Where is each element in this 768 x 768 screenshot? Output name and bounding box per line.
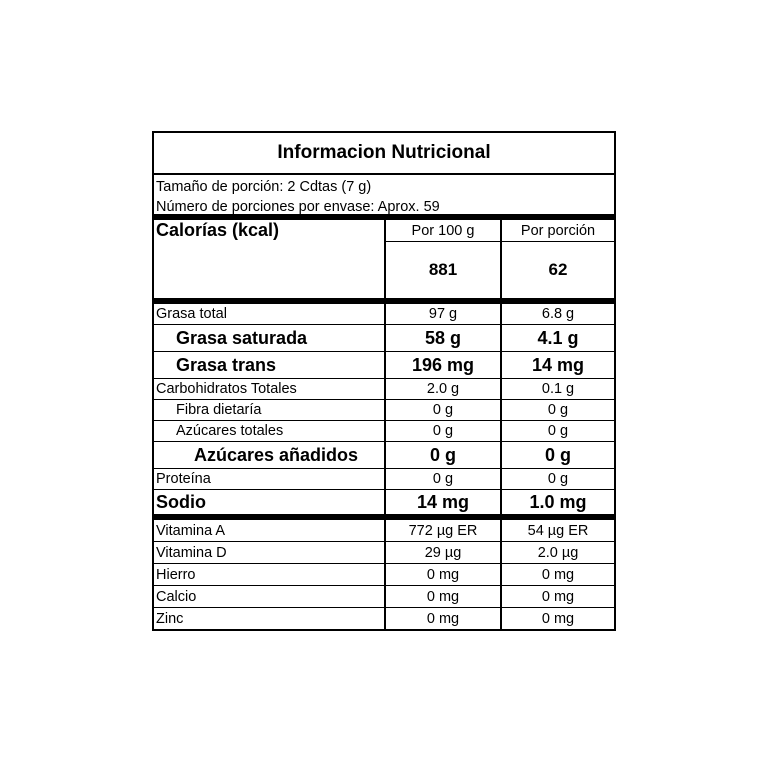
vitamin-label: Zinc bbox=[154, 608, 385, 630]
nutrient-label: Grasa trans bbox=[154, 352, 385, 379]
column-header-per-serving: Por porción bbox=[501, 220, 614, 242]
nutrient-per-serving: 0 g bbox=[501, 442, 614, 469]
vitamin-row-iron bbox=[154, 564, 614, 586]
nutrition-facts-panel bbox=[152, 131, 616, 631]
serving-size: Tamaño de porción: 2 Cdtas (7 g) bbox=[156, 179, 372, 195]
nutrient-label: Sodio bbox=[154, 490, 385, 515]
nutrient-row-fiber bbox=[154, 400, 614, 421]
vitamin-per-serving: 54 µg ER bbox=[501, 520, 614, 542]
vitamin-per-serving: 2.0 µg bbox=[501, 542, 614, 564]
vitamin-label: Calcio bbox=[154, 586, 385, 608]
vitamin-row-a bbox=[154, 520, 614, 542]
calories-per-serving: 62 bbox=[501, 242, 614, 299]
nutrient-label: Carbohidratos Totales bbox=[154, 379, 385, 400]
vitamin-label: Hierro bbox=[154, 564, 385, 586]
nutrient-per100: 14 mg bbox=[385, 490, 501, 515]
nutrient-per100: 97 g bbox=[385, 304, 501, 325]
nutrient-row-added-sugars bbox=[154, 442, 614, 469]
nutrient-per100: 0 g bbox=[385, 421, 501, 442]
nutrient-label: Azúcares añadidos bbox=[154, 442, 385, 469]
nutrient-label: Fibra dietaría bbox=[154, 400, 385, 421]
vitamin-per100: 0 mg bbox=[385, 564, 501, 586]
header-row bbox=[154, 220, 614, 242]
nutrient-row-total-sugars bbox=[154, 421, 614, 442]
servings-per-container: Número de porciones por envase: Aprox. 59 bbox=[156, 199, 440, 215]
nutrient-per100: 196 mg bbox=[385, 352, 501, 379]
nutrient-row-protein bbox=[154, 469, 614, 490]
calories-per100: 881 bbox=[385, 242, 501, 299]
nutrient-per-serving: 14 mg bbox=[501, 352, 614, 379]
nutrient-per100: 2.0 g bbox=[385, 379, 501, 400]
vitamin-per-serving: 0 mg bbox=[501, 564, 614, 586]
vitamin-per100: 29 µg bbox=[385, 542, 501, 564]
nutrient-label: Proteína bbox=[154, 469, 385, 490]
nutrient-row-sodium bbox=[154, 490, 614, 515]
vitamin-label: Vitamina D bbox=[154, 542, 385, 564]
vitamin-per-serving: 0 mg bbox=[501, 608, 614, 630]
vitamin-row-d bbox=[154, 542, 614, 564]
nutrient-per100: 0 g bbox=[385, 469, 501, 490]
nutrient-label: Azúcares totales bbox=[154, 421, 385, 442]
nutrient-per-serving: 4.1 g bbox=[501, 325, 614, 352]
nutrient-row-total-fat bbox=[154, 304, 614, 325]
column-header-per100: Por 100 g bbox=[385, 220, 501, 242]
vitamin-label: Vitamina A bbox=[156, 522, 226, 539]
nutrient-per-serving: 6.8 g bbox=[501, 304, 614, 325]
nutrient-per100: 58 g bbox=[385, 325, 501, 352]
serving-info bbox=[154, 175, 614, 214]
nutrient-per100: 0 g bbox=[385, 442, 501, 469]
nutrient-label: Grasa saturada bbox=[154, 325, 385, 352]
nutrient-per-serving: 0 g bbox=[501, 400, 614, 421]
vitamin-row-calcium bbox=[154, 586, 614, 608]
nutrient-row-carbohydrates bbox=[154, 379, 614, 400]
nutrient-per-serving: 1.0 mg bbox=[501, 490, 614, 515]
vitamin-per100: 772 µg ER bbox=[385, 520, 501, 542]
nutrient-per100: 0 g bbox=[385, 400, 501, 421]
vitamin-row-zinc bbox=[154, 608, 614, 630]
nutrient-label: Grasa total bbox=[156, 306, 227, 322]
vitamin-per100: 0 mg bbox=[385, 608, 501, 630]
nutrient-row-saturated-fat bbox=[154, 325, 614, 352]
nutrient-per-serving: 0 g bbox=[501, 469, 614, 490]
nutrient-per-serving: 0 g bbox=[501, 421, 614, 442]
panel-title: Informacion Nutricional bbox=[154, 133, 614, 175]
nutrient-per-serving: 0.1 g bbox=[501, 379, 614, 400]
vitamin-per-serving: 0 mg bbox=[501, 586, 614, 608]
vitamin-per100: 0 mg bbox=[385, 586, 501, 608]
nutrition-table bbox=[154, 220, 614, 629]
nutrient-row-trans-fat bbox=[154, 352, 614, 379]
calories-label: Calorías (kcal) bbox=[156, 220, 280, 240]
